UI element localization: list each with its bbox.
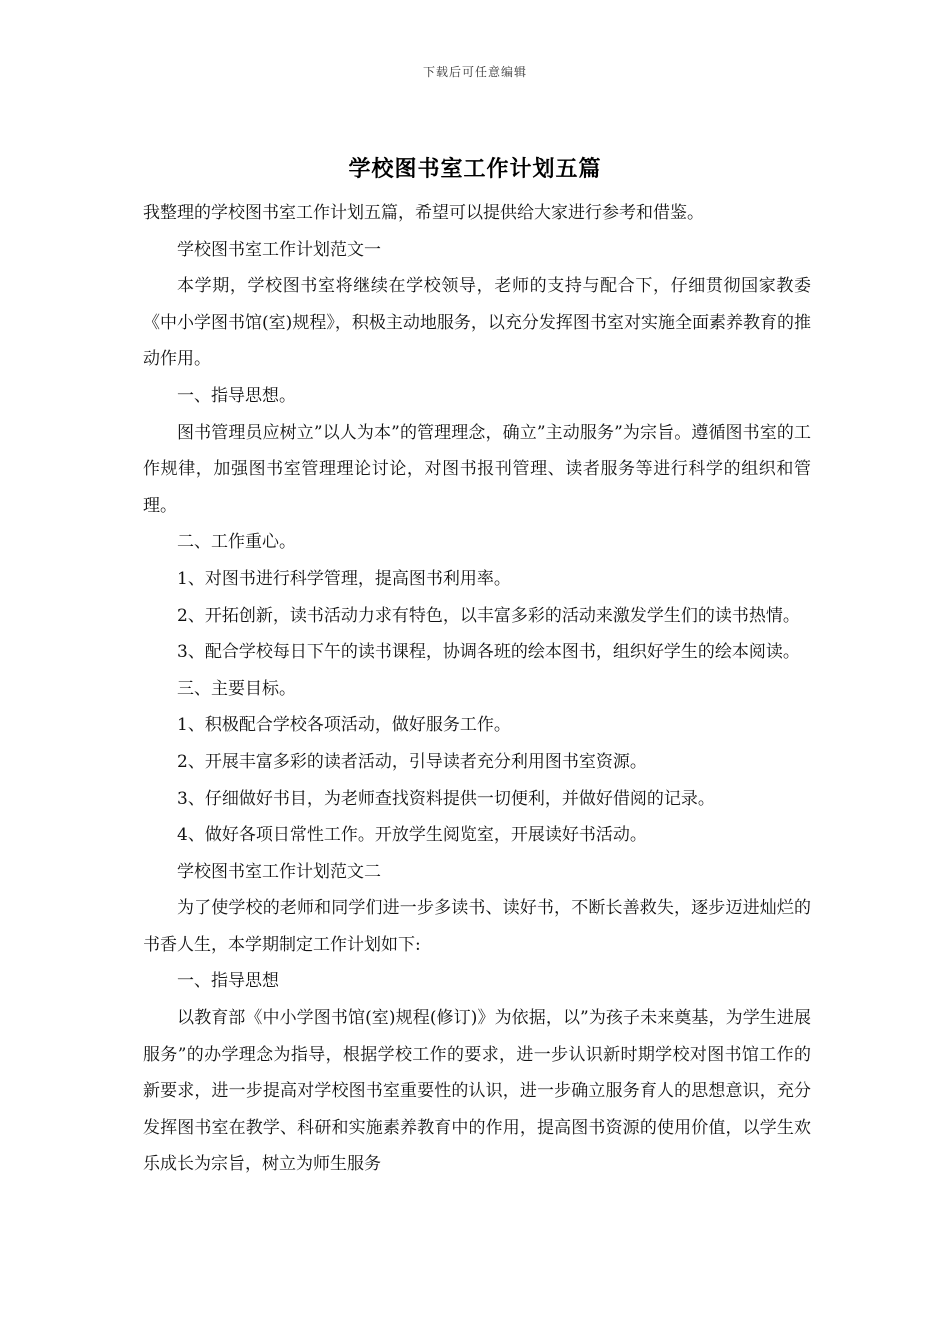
paragraph: 一、指导思想 [177,971,279,992]
paragraph: 为了使学校的老师和同学们进一步多读书、读好书，不断长善救失，逐步迈进灿烂的书香人生，本学期制定工作计划如下: [143,898,811,955]
document-title: 学校图书室工作计划五篇 [348,156,602,182]
paragraph: 图书管理员应树立”以人为本”的管理理念，确立”主动服务”为宗旨。遵循图书室的工作规律，加强图书室管理理论讨论，对图书报刊管理、读者服务等进行科学的组织和管理。 [143,422,811,516]
paragraph: 学校图书室工作计划范文二 [177,861,381,882]
paragraph: 以教育部《中小学图书馆(室)规程(修订)》为依据，以”为孩子未来奠基，为学生进展服务”的办学理念为指导，根据学校工作的要求，进一步认识新时期学校对图书馆工作的新要求，进一步提高对学校图书室重要性的认识，进一步确立服务育人的思想意识，充分发挥图书室在教学、科研和实施素养教育中的作用，提高图书资源的使用价值，以学生欢乐成长为宗旨，树立为师生服务 [143,1008,811,1175]
paragraph: 4、做好各项日常性工作。开放学生阅览室，开展读好书活动。 [177,825,647,846]
document-body [143,195,811,1183]
paragraph: 3、配合学校每日下午的读书课程，协调各班的绘本图书，组织好学生的绘本阅读。 [177,642,800,663]
paragraph: 本学期，学校图书室将继续在学校领导，老师的支持与配合下，仔细贯彻国家教委《中小学图书馆(室)规程》，积极主动地服务，以充分发挥图书室对实施全面素养教育的推动作用。 [143,276,811,370]
paragraph: 1、对图书进行科学管理，提高图书利用率。 [177,568,511,589]
paragraph: 我整理的学校图书室工作计划五篇，希望可以提供给大家进行参考和借鉴。 [143,203,704,223]
paragraph: 2、开展丰富多彩的读者活动，引导读者充分利用图书室资源。 [177,751,647,772]
paragraph: 1、积极配合学校各项活动，做好服务工作。 [177,715,511,736]
paragraph: 一、指导思想。 [177,385,296,406]
paragraph: 3、仔细做好书目，为老师查找资料提供一切便利，并做好借阅的记录。 [177,788,715,809]
paragraph: 学校图书室工作计划范文一 [177,239,381,260]
page-header-note: 下载后可任意编辑 [422,65,527,79]
paragraph: 二、工作重心。 [177,532,296,553]
paragraph: 三、主要目标。 [177,678,296,699]
paragraph: 2、开拓创新，读书活动力求有特色，以丰富多彩的活动来激发学生们的读书热情。 [177,605,800,626]
